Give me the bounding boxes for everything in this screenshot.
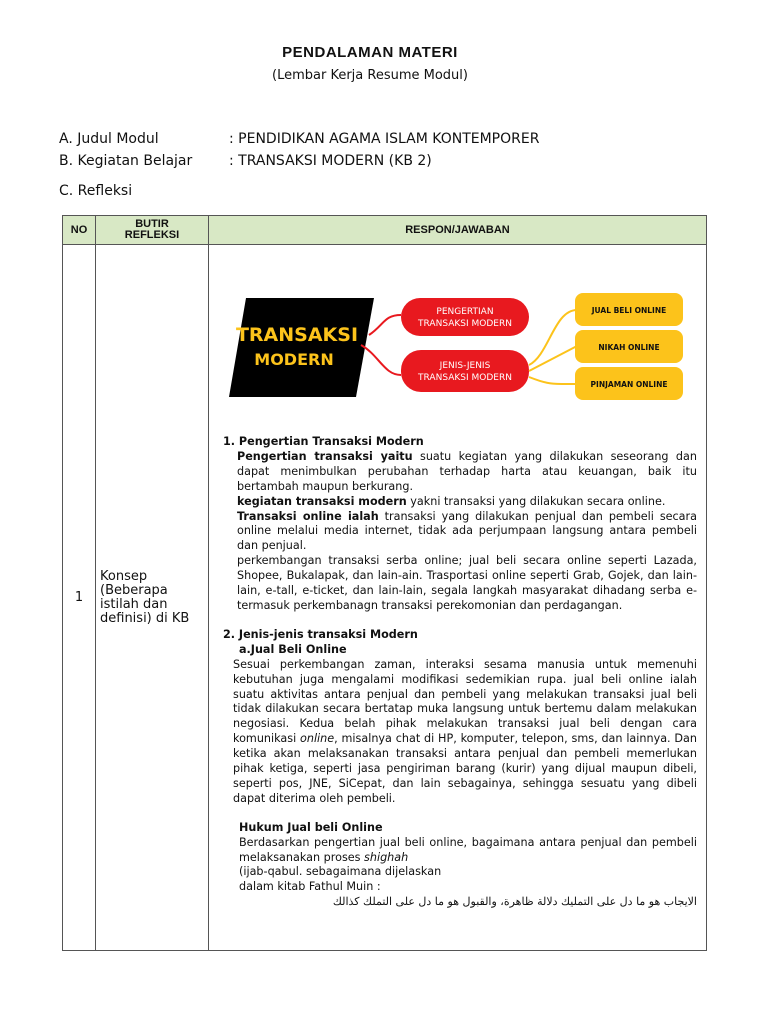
hukum-paragraph: Berdasarkan pengertian jual beli online, bagaimana antara penjual dan pembeli melaksanakan proses shighah [239, 835, 697, 864]
section1-paragraph2: kegiatan transaksi modern yakni transaksi yang dilakukan secara online. [237, 494, 666, 508]
header-respon: RESPON/JAWABAN [209, 216, 707, 245]
transaksi-modern-diagram [209, 245, 707, 435]
connector-1 [369, 315, 401, 335]
table-row [63, 245, 707, 951]
node-pengertian [401, 298, 529, 336]
section2-subheading: a.Jual Beli Online [239, 642, 347, 656]
judul-modul-label: A. Judul Modul [59, 131, 159, 147]
section2-heading: 2. Jenis-jenis transaksi Modern [223, 627, 418, 641]
header-butir-refleksi: BUTIR REFLEKSI [96, 216, 209, 245]
page-title: PENDALAMAN MATERI [282, 44, 458, 61]
section1-heading: 1. Pengertian Transaksi Modern [223, 435, 424, 448]
node-pengertian-line1: PENGERTIAN [436, 307, 494, 317]
section1-paragraph1: Pengertian transaksi yaitu suatu kegiatan yang dilakukan seseorang dan dapat menimbulkan perubahan terhadap harta atau keuangan, baik itu bertambah maupun berkurang. [237, 449, 697, 493]
row-number: 1 [63, 245, 96, 951]
hukum-line2: (ijab-qabul. sebagaimana dijelaskan [239, 865, 442, 879]
leaf-jual-beli-label: JUAL BELI ONLINE [591, 306, 667, 315]
page-subtitle: (Lembar Kerja Resume Modul) [272, 68, 468, 83]
node-jenis-line2: TRANSAKSI MODERN [418, 373, 512, 383]
judul-modul-value: : PENDIDIKAN AGAMA ISLAM KONTEMPORER [229, 131, 540, 147]
row-respon [209, 245, 707, 951]
section1-paragraph4: perkembangan transaksi serba online; jual beli secara online seperti Lazada, Shopee, Bukalapak, dan lain-ain. Trasportasi online seperti Grab, Gojek, dan lain-lain, e-tall, e-ticket, dan lain-lain, segala langkah masyarakat dihadang serba e- termasuk perkembanagn transaksi perekomonian dan perdagangan. [237, 554, 697, 612]
kegiatan-belajar-row [59, 153, 432, 169]
node-pengertian-line2: TRANSAKSI MODERN [418, 319, 512, 329]
table-header-row [63, 216, 707, 245]
diagram-title-block [229, 298, 374, 397]
judul-modul-row [59, 131, 539, 147]
hukum-line3: dalam kitab Fathul Muin : [239, 880, 381, 894]
header-no: NO [63, 216, 96, 245]
leaf-pinjaman-label: PINJAMAN ONLINE [590, 380, 668, 389]
hukum-heading: Hukum Jual beli Online [239, 820, 383, 834]
diagram-title-line2: MODERN [254, 350, 334, 369]
kegiatan-belajar-label: B. Kegiatan Belajar [59, 153, 193, 169]
kegiatan-belajar-value: : TRANSAKSI MODERN (KB 2) [229, 153, 432, 169]
section2-paragraph: Sesuai perkembangan zaman, interaksi sesama manusia untuk memenuhi kebutuhan juga mengalami modifikasi sedemikian rupa. jual beli online ialah suatu aktivitas antara penjual dan pembeli yang melakukan transaksi jual beli tidak dilakukan secara bertatap muka langsung untuk bertemu dalam melakukan negosiasi. Kedua belah pihak melakukan transaksi jual beli dengan cara komunikasi online, misalnya chat di HP, komputer, telepon, sms, dan lainnya. Dan ketika akan melaksanakan transaksi antara penjual dan pembeli memerlukan pihak ketiga, seperti jasa pengiriman barang (kurir) yang dijual maupun dibeli, seperti pos, JNE, SiCepat, dan lain sebagainya, sehingga sesuatu yang dibeli dapat diterima oleh pembeli. [233, 657, 697, 805]
connector-5 [529, 377, 577, 384]
diagram-title-line1: TRANSAKSI [235, 324, 359, 346]
leaf-nikah-label: NIKAH ONLINE [598, 343, 660, 352]
section1-paragraph3: Transaksi online ialah transaksi yang dilakukan penjual dan pembeli secara online melalui media internet, tidak ada perjumpaan langsung antara pembeli dan penjual. [237, 509, 697, 553]
refleksi-table [62, 215, 707, 951]
node-jenis-line1: JENIS-JENIS [439, 361, 491, 371]
connector-2 [361, 345, 401, 375]
refleksi-label: C. Refleksi [59, 183, 133, 199]
row-butir: Konsep (Beberapa istilah dan definisi) di KB [96, 245, 209, 951]
response-body [223, 435, 697, 910]
connector-3 [529, 310, 577, 365]
node-jenis [401, 350, 529, 392]
arabic-quote: الايجاب هو ما دل على التمليك دلالة ظاهرة، والقبول هو ما دل على التملك كذالك [332, 895, 697, 909]
